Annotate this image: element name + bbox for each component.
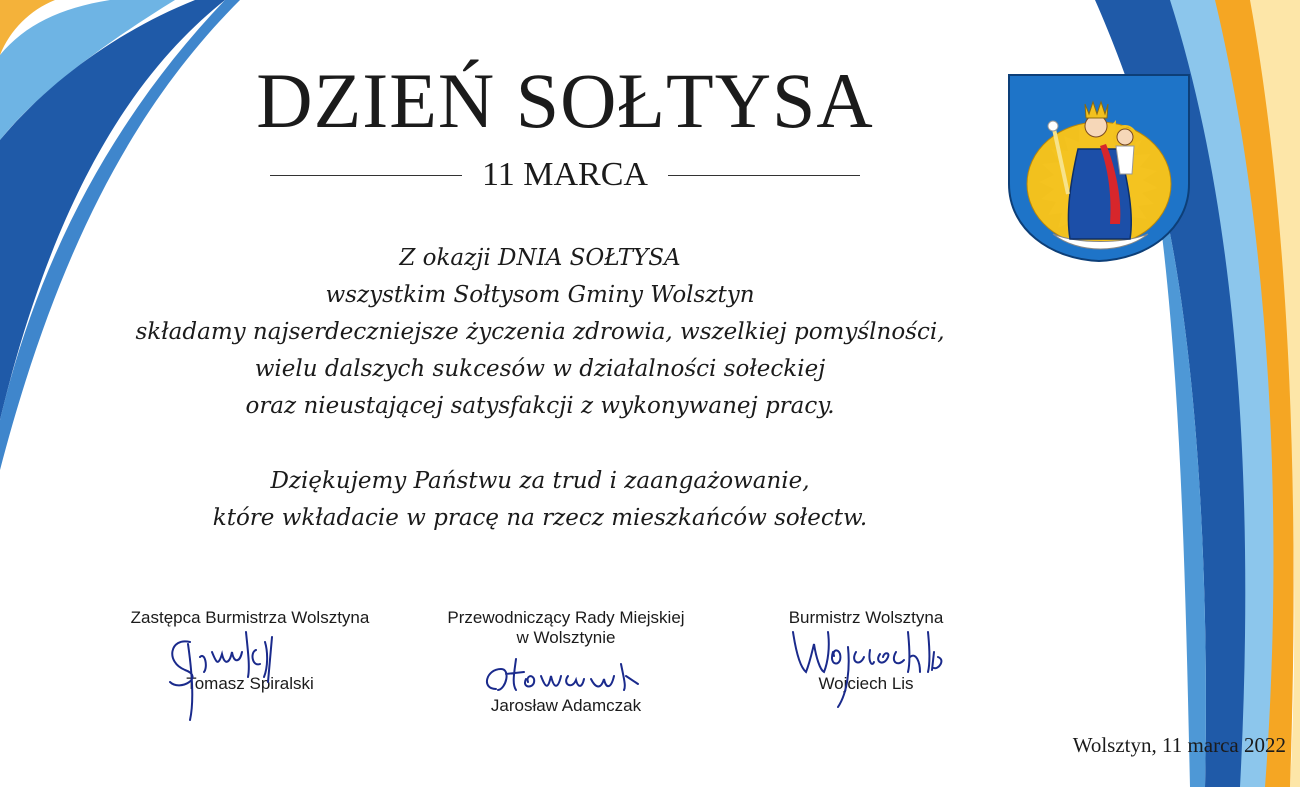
paragraph-gap — [40, 425, 1040, 463]
message-line: składamy najserdeczniejsze życzenia zdrowia, wszelkiej pomyślności, — [135, 319, 945, 345]
wolsztyn-coat-of-arms-icon — [1008, 74, 1190, 262]
signature-role: w Wolsztynie — [516, 628, 616, 647]
signature-role: Zastępca Burmistrza Wolsztyna — [130, 608, 370, 627]
signatory-name: Jarosław Adamczak — [490, 696, 642, 715]
signature-block-council-chairman — [416, 608, 716, 728]
greeting-message — [40, 240, 1040, 537]
subtitle-rule-right — [668, 175, 860, 176]
thanks-line: które wkładacie w pracę na rzecz mieszkańców sołectw. — [212, 505, 868, 531]
handwritten-signature — [160, 622, 330, 722]
signature-block-mayor — [716, 608, 1016, 728]
handwritten-signature — [476, 654, 666, 699]
signatory-name: Wojciech Lis — [818, 674, 914, 693]
subtitle-row — [270, 155, 860, 195]
place-and-date: Wolsztyn, 11 marca 2022 — [1072, 733, 1286, 757]
signature-block-deputy-mayor — [100, 608, 400, 728]
subtitle-date: 11 MARCA — [482, 156, 648, 193]
subtitle-rule-left — [270, 175, 462, 176]
thanks-line: Dziękujemy Państwu za trud i zaangażowanie, — [270, 468, 810, 494]
message-line: Z okazji DNIA SOŁTYSA — [399, 245, 681, 271]
signature-role: Przewodniczący Rady Miejskiej — [447, 608, 685, 627]
message-line: wszystkim Sołtysom Gminy Wolsztyn — [325, 282, 755, 308]
message-line: wielu dalszych sukcesów w działalności sołeckiej — [254, 356, 826, 382]
handwritten-signature — [788, 622, 948, 712]
signatory-name: Tomasz Spiralski — [186, 674, 314, 693]
page-title: DZIEŃ SOŁTYSA — [256, 57, 874, 144]
message-line: oraz nieustającej satysfakcji z wykonywanej pracy. — [245, 393, 835, 419]
signature-role: Burmistrz Wolsztyna — [788, 608, 944, 627]
